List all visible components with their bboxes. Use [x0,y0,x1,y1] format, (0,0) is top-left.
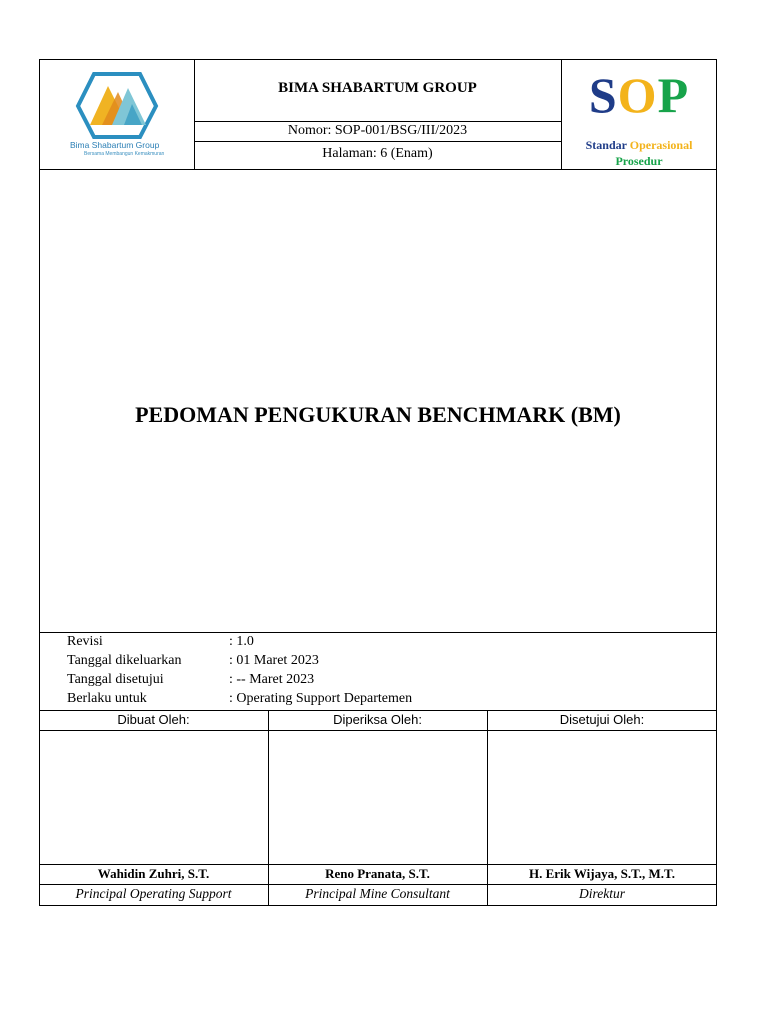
signature-top-line [39,710,717,711]
sop-letter-p: P [657,67,690,123]
meta-top-line [39,632,717,633]
logo-caption [70,140,159,150]
meta-label-revisi: Revisi [67,634,103,649]
meta-label-berlaku-untuk: Berlaku untuk [67,691,147,706]
sop-sub-standar: Standar [585,138,627,152]
meta-value-berlaku-untuk: : Operating Support Departemen [229,691,413,706]
header-row-line-1 [194,121,561,122]
signature-role-line [39,884,717,885]
header-row-line-2 [194,141,561,142]
meta-value-tanggal-disetujui: : -- Maret 2023 [229,672,315,687]
sop-letter-o: O [617,67,658,123]
signature-name-line [39,864,717,865]
document-title: PEDOMAN PENGUKURAN BENCHMARK (BM) [135,402,621,427]
header-bottom-line [39,169,717,170]
signature-heading-dibuat: Dibuat Oleh: [117,712,190,727]
signature-role-diperiksa: Principal Mine Consultant [305,886,450,901]
document-number: Nomor: SOP-001/BSG/III/2023 [287,123,468,138]
document-frame [39,59,717,906]
signature-heading-line [39,730,717,731]
signature-role-disetujui: Direktur [579,886,625,901]
signature-role-dibuat: Principal Operating Support [75,886,232,901]
logo-caption-orange: Shabartum Group [91,140,160,150]
signature-heading-disetujui: Disetujui Oleh: [559,712,645,727]
sop-word [561,67,717,123]
page-count: Halaman: 6 (Enam) [322,146,433,161]
meta-label-tanggal-dikeluarkan: Tanggal dikeluarkan [67,653,182,668]
sop-sub-prosedur: Prosedur [615,154,663,168]
logo-caption-blue: Bima [70,140,92,150]
signature-heading-diperiksa: Diperiksa Oleh: [333,712,422,727]
meta-value-tanggal-dikeluarkan: : 01 Maret 2023 [229,653,319,668]
sop-sub-operasional: Operasional [629,138,693,152]
meta-value-revisi: : 1.0 [229,634,254,649]
sop-letter-s: S [588,67,618,123]
company-logo [62,70,174,160]
signature-name-diperiksa: Reno Pranata, S.T. [325,866,430,881]
logo-tagline: Bersama Membangun Kemakmuran [84,151,165,157]
meta-label-tanggal-disetujui: Tanggal disetujui [67,672,164,687]
sop-subtitle [561,137,717,169]
sop-badge [561,62,717,169]
bima-shabartum-mountain-logo-icon [62,70,174,140]
signature-name-disetujui: H. Erik Wijaya, S.T., M.T. [528,866,676,881]
signature-name-dibuat: Wahidin Zuhri, S.T. [97,866,210,881]
company-name: BIMA SHABARTUM GROUP [278,80,477,96]
